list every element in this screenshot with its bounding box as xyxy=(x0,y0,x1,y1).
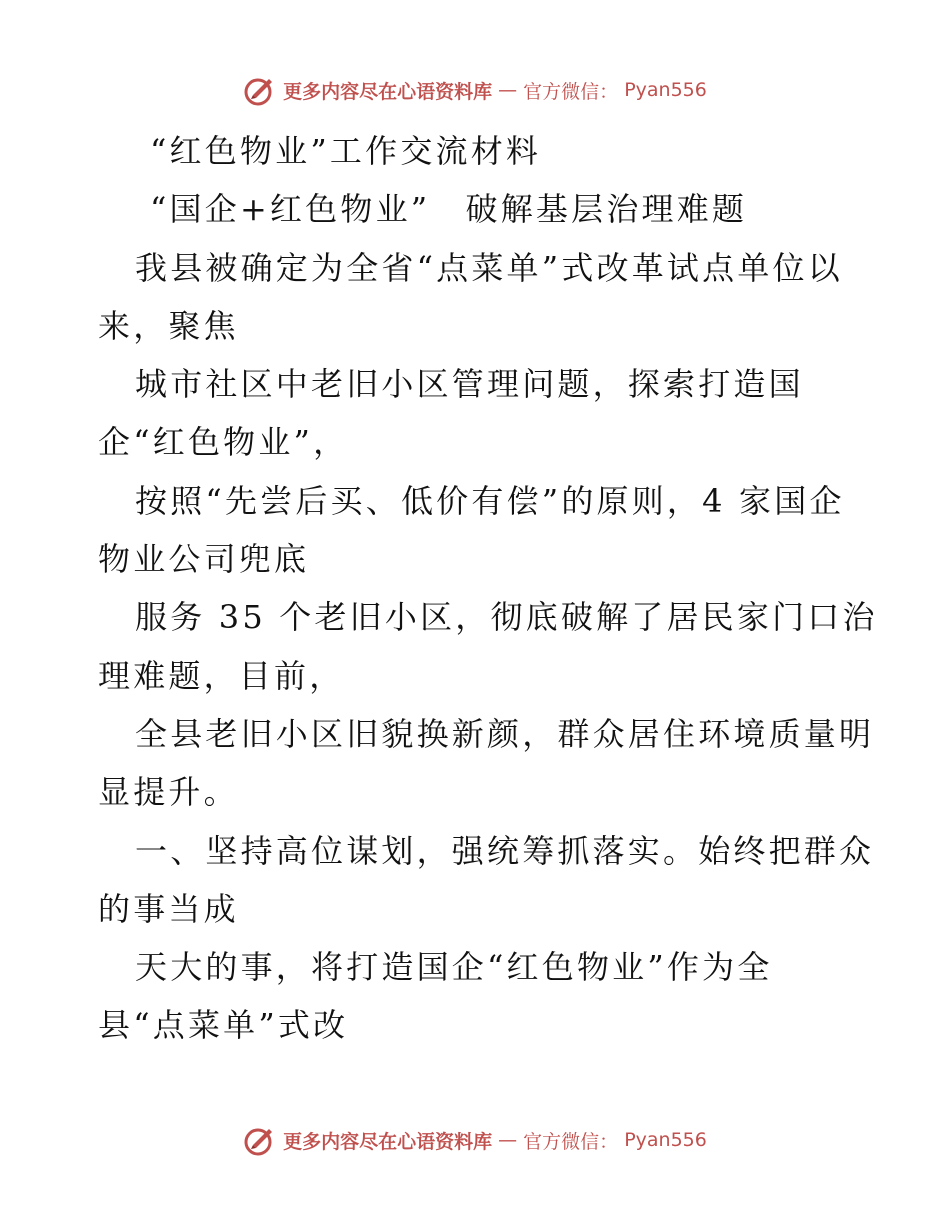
paragraph-line: 按照“先尝后买、低价有偿”的原则，4 家国企 xyxy=(135,481,845,520)
section-heading-line: 一、坚持高位谋划，强统筹抓落实。始终把群众 xyxy=(135,831,875,870)
paragraph-line: 的事当成 xyxy=(98,889,239,928)
paragraph-line: 天大的事，将打造国企“红色物业”作为全 xyxy=(135,948,773,987)
footer-watermark xyxy=(0,1120,950,1160)
paragraph-line: 城市社区中老旧小区管理问题，探索打造国 xyxy=(135,365,804,404)
paragraph-line: 全县老旧小区旧貌换新颜，群众居住环境质量明 xyxy=(135,714,875,753)
watermark-label: 官方微信： xyxy=(523,1130,619,1153)
watermark-account: Pyan556 xyxy=(624,79,707,101)
paragraph-line: 我县被确定为全省“点菜单”式改革试点单位以 xyxy=(135,248,843,287)
paragraph-line: 显提升。 xyxy=(98,773,239,812)
header-watermark xyxy=(0,70,950,110)
watermark-site-text: 更多内容尽在心语资料库 xyxy=(283,80,493,103)
watermark-account: Pyan556 xyxy=(624,1129,707,1151)
watermark-dash: — xyxy=(498,1129,518,1151)
doc-subtitle: “国企+红色物业” 破解基层治理难题 xyxy=(150,190,748,229)
watermark-dash: — xyxy=(498,79,518,101)
paragraph-line: 来，聚焦 xyxy=(98,306,239,345)
doc-title: “红色物业”工作交流材料 xyxy=(150,132,542,170)
paragraph-line: 服务 35 个老旧小区，彻底破解了居民家门口治 xyxy=(135,598,878,637)
paragraph-line: 县“点菜单”式改 xyxy=(98,1006,349,1045)
watermark-label: 官方微信： xyxy=(523,80,619,103)
paragraph-line: 物业公司兜底 xyxy=(98,540,310,579)
paragraph-line: 企“红色物业”， xyxy=(98,423,349,462)
document-body xyxy=(98,122,878,1055)
quill-circle-icon xyxy=(243,1123,277,1157)
quill-circle-icon xyxy=(243,73,277,107)
watermark-site-text: 更多内容尽在心语资料库 xyxy=(283,1130,493,1153)
paragraph-line: 理难题，目前， xyxy=(98,656,345,695)
